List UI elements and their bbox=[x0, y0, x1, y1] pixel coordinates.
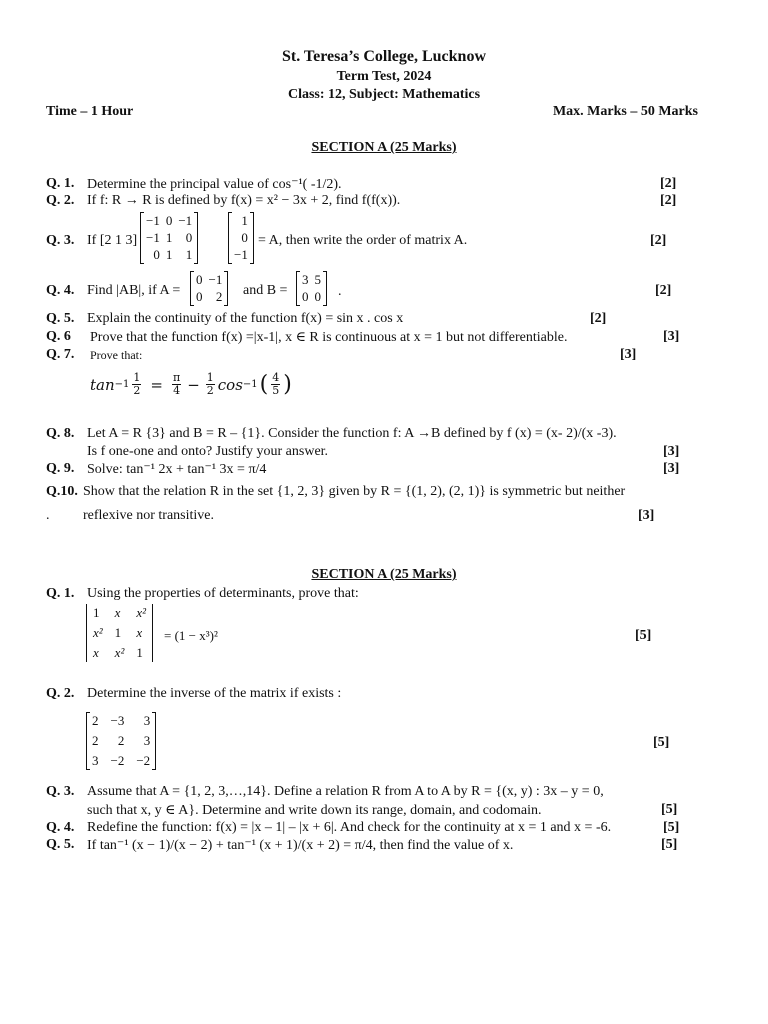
frac-num: π bbox=[172, 371, 181, 384]
qb2-number: Q. 2. bbox=[46, 686, 75, 701]
matrix-cell: −1 bbox=[178, 213, 193, 228]
qb3-text2: such that x, y ∈ A}. Determine and write down its range, domain, and codomain. bbox=[87, 803, 542, 818]
frac-num: 4 bbox=[272, 371, 280, 384]
matrix-cell: −2 bbox=[110, 753, 125, 768]
formula-rhs-exp: −1 bbox=[242, 379, 258, 391]
qa1-number: Q. 1. bbox=[46, 176, 75, 191]
matrix-cell: 0 bbox=[185, 230, 193, 245]
test-name: Term Test, 2024 bbox=[336, 69, 432, 84]
qa6-number: Q. 6 bbox=[46, 329, 71, 344]
qa3-matrix-col bbox=[228, 212, 254, 264]
matrix-cell: 1 bbox=[165, 230, 173, 245]
qa1-marks: [2] bbox=[660, 176, 677, 191]
det-cell: x² bbox=[136, 605, 147, 620]
matrix-cell: 1 bbox=[165, 247, 173, 262]
qa4-pre: Find |AB|, if A = bbox=[87, 283, 181, 298]
qb1-determinant bbox=[86, 604, 153, 662]
qa3-pre: If [2 1 3] bbox=[87, 233, 138, 248]
qb4-number: Q. 4. bbox=[46, 820, 75, 835]
qa9-number: Q. 9. bbox=[46, 461, 75, 476]
qb4-text: Redefine the function: f(x) = |x – 1| – |x + 6|. And check for the continuity at x = 1 and x = -6. bbox=[87, 820, 612, 835]
qa10-text2: reflexive nor transitive. bbox=[83, 508, 215, 523]
formula-lhs-exp: −1 bbox=[114, 379, 130, 391]
max-marks-label: Max. Marks – 50 Marks bbox=[552, 104, 698, 119]
formula-frac-1 bbox=[132, 372, 141, 397]
qb2-marks: [5] bbox=[653, 735, 670, 750]
det-cell: 1 bbox=[136, 645, 143, 660]
matrix-cell: −2 bbox=[136, 753, 151, 768]
frac-den: 2 bbox=[206, 384, 214, 398]
qa7-number: Q. 7. bbox=[46, 347, 75, 362]
formula-minus: − bbox=[187, 375, 200, 394]
matrix-cell: 2 bbox=[215, 289, 223, 304]
class-subject: Class: 12, Subject: Mathematics bbox=[287, 87, 481, 102]
qa3-marks: [2] bbox=[650, 233, 667, 248]
qa7-marks: [3] bbox=[620, 347, 637, 362]
qa8-number: Q. 8. bbox=[46, 426, 75, 441]
qb1-rhs: = (1 − x³)² bbox=[164, 628, 218, 643]
qb3-marks: [5] bbox=[661, 802, 678, 817]
qa3-matrix-3x3 bbox=[140, 212, 198, 264]
qa2-marks: [2] bbox=[660, 193, 677, 208]
frac-den: 2 bbox=[133, 384, 141, 398]
qa7-text: Prove that: bbox=[90, 348, 143, 362]
qb3-text: Assume that A = {1, 2, 3,…,14}. Define a relation R from A to A by R = {(x, y) : 3x – y = 0, bbox=[87, 784, 604, 799]
qa9-text: Solve: tan⁻¹ 2x + tan⁻¹ 3x = π/4 bbox=[87, 462, 267, 477]
qa9-marks: [3] bbox=[663, 461, 680, 476]
matrix-cell: 0 bbox=[314, 289, 321, 304]
qa4-number: Q. 4. bbox=[46, 283, 75, 298]
matrix-cell: 3 bbox=[143, 713, 151, 728]
det-cell: x² bbox=[93, 625, 103, 640]
qa2-text: If f: R → R is defined by f(x) = x² − 3x + 2, find f(f(x)). bbox=[87, 193, 401, 208]
qa6-text: Prove that the function f(x) =|x-1|, x ∈ R is continuous at x = 1 but not differentiable. bbox=[90, 330, 568, 345]
section-a-title: SECTION A (25 Marks) bbox=[311, 140, 457, 155]
formula-paren-open: ( bbox=[259, 372, 269, 398]
qa4-marks: [2] bbox=[655, 283, 672, 298]
matrix-cell: 2 bbox=[92, 733, 99, 748]
matrix-cell: 0 bbox=[302, 289, 309, 304]
qb3-number: Q. 3. bbox=[46, 784, 75, 799]
matrix-cell: −1 bbox=[208, 272, 223, 287]
qa8-text2: Is f one-one and onto? Justify your answer. bbox=[87, 444, 329, 459]
qa4-mid: and B = bbox=[243, 283, 288, 298]
matrix-cell: 3 bbox=[143, 733, 151, 748]
qa5-marks: [2] bbox=[590, 311, 607, 326]
formula-lhs-fn: tan bbox=[90, 375, 115, 394]
qb5-number: Q. 5. bbox=[46, 837, 75, 852]
matrix-cell: 0 bbox=[196, 289, 203, 304]
qb4-marks: [5] bbox=[663, 820, 680, 835]
qb1-number: Q. 1. bbox=[46, 586, 75, 601]
qb5-text: If tan⁻¹ (x − 1)/(x − 2) + tan⁻¹ (x + 1)/(x + 2) = π/4, then find the value of x. bbox=[87, 838, 514, 853]
qb1-marks: [5] bbox=[635, 628, 652, 643]
qa10-dot: . bbox=[46, 508, 50, 523]
matrix-cell: 3 bbox=[302, 272, 309, 287]
matrix-cell: −1 bbox=[146, 213, 160, 228]
frac-num: 1 bbox=[133, 371, 141, 384]
matrix-cell: 1 bbox=[241, 213, 248, 228]
det-cell: x bbox=[93, 645, 99, 660]
formula-equals: = bbox=[150, 375, 163, 394]
qa5-text: Explain the continuity of the function f(x) = sin x . cos x bbox=[87, 311, 404, 326]
formula-frac-4 bbox=[271, 372, 280, 397]
det-cell: x² bbox=[114, 645, 125, 660]
qa8-text: Let A = R {3} and B = R – {1}. Consider the function f: A →B defined by f (x) = (x- 2)/(x -3). bbox=[87, 426, 617, 441]
qa1-text: Determine the principal value of cos⁻¹( -1/2). bbox=[87, 177, 342, 192]
matrix-cell: −1 bbox=[234, 247, 248, 262]
matrix-cell: 2 bbox=[117, 733, 125, 748]
qa4-post: . bbox=[338, 284, 342, 299]
qa10-marks: [3] bbox=[638, 508, 655, 523]
formula-rhs-fn: cos bbox=[217, 375, 243, 394]
formula-paren-close: ) bbox=[283, 372, 292, 398]
det-cell: x bbox=[114, 605, 121, 620]
qa8-marks: [3] bbox=[663, 444, 680, 459]
matrix-cell: 0 bbox=[241, 230, 248, 245]
matrix-cell: 2 bbox=[92, 713, 99, 728]
det-cell: x bbox=[136, 625, 143, 640]
frac-den: 4 bbox=[173, 384, 181, 398]
formula-frac-3 bbox=[206, 372, 215, 397]
qa4-matrix-b bbox=[296, 271, 327, 306]
frac-den: 5 bbox=[272, 384, 280, 398]
det-cell: 1 bbox=[93, 605, 100, 620]
frac-num: 1 bbox=[206, 371, 214, 384]
matrix-cell: 1 bbox=[185, 247, 193, 262]
matrix-cell: −1 bbox=[146, 230, 160, 245]
section-b-title: SECTION A (25 Marks) bbox=[311, 567, 457, 582]
qb2-text: Determine the inverse of the matrix if exists : bbox=[87, 686, 342, 701]
school-name: St. Teresa’s College, Lucknow bbox=[281, 48, 486, 65]
qa3-post: = A, then write the order of matrix A. bbox=[258, 233, 468, 248]
time-label: Time – 1 Hour bbox=[46, 104, 134, 119]
matrix-cell: 0 bbox=[196, 272, 203, 287]
qb2-matrix bbox=[86, 712, 156, 770]
qa2-number: Q. 2. bbox=[46, 193, 75, 208]
qb1-text: Using the properties of determinants, prove that: bbox=[87, 586, 359, 601]
qa10-number: Q.10. bbox=[46, 484, 78, 499]
matrix-cell: 5 bbox=[314, 272, 321, 287]
qa10-text: Show that the relation R in the set {1, 2, 3} given by R = {(1, 2), (2, 1)} is symmetric but neither bbox=[83, 484, 626, 499]
matrix-cell: 0 bbox=[165, 213, 173, 228]
qa3-number: Q. 3. bbox=[46, 233, 75, 248]
det-cell: 1 bbox=[114, 625, 122, 640]
matrix-cell: 0 bbox=[153, 247, 160, 262]
matrix-cell: −3 bbox=[110, 713, 125, 728]
qa4-matrix-a bbox=[190, 271, 228, 306]
qb5-marks: [5] bbox=[661, 837, 678, 852]
qa5-number: Q. 5. bbox=[46, 311, 75, 326]
qa7-formula bbox=[90, 372, 292, 397]
formula-frac-2 bbox=[172, 372, 181, 397]
matrix-cell: 3 bbox=[92, 753, 99, 768]
qa6-marks: [3] bbox=[663, 329, 680, 344]
